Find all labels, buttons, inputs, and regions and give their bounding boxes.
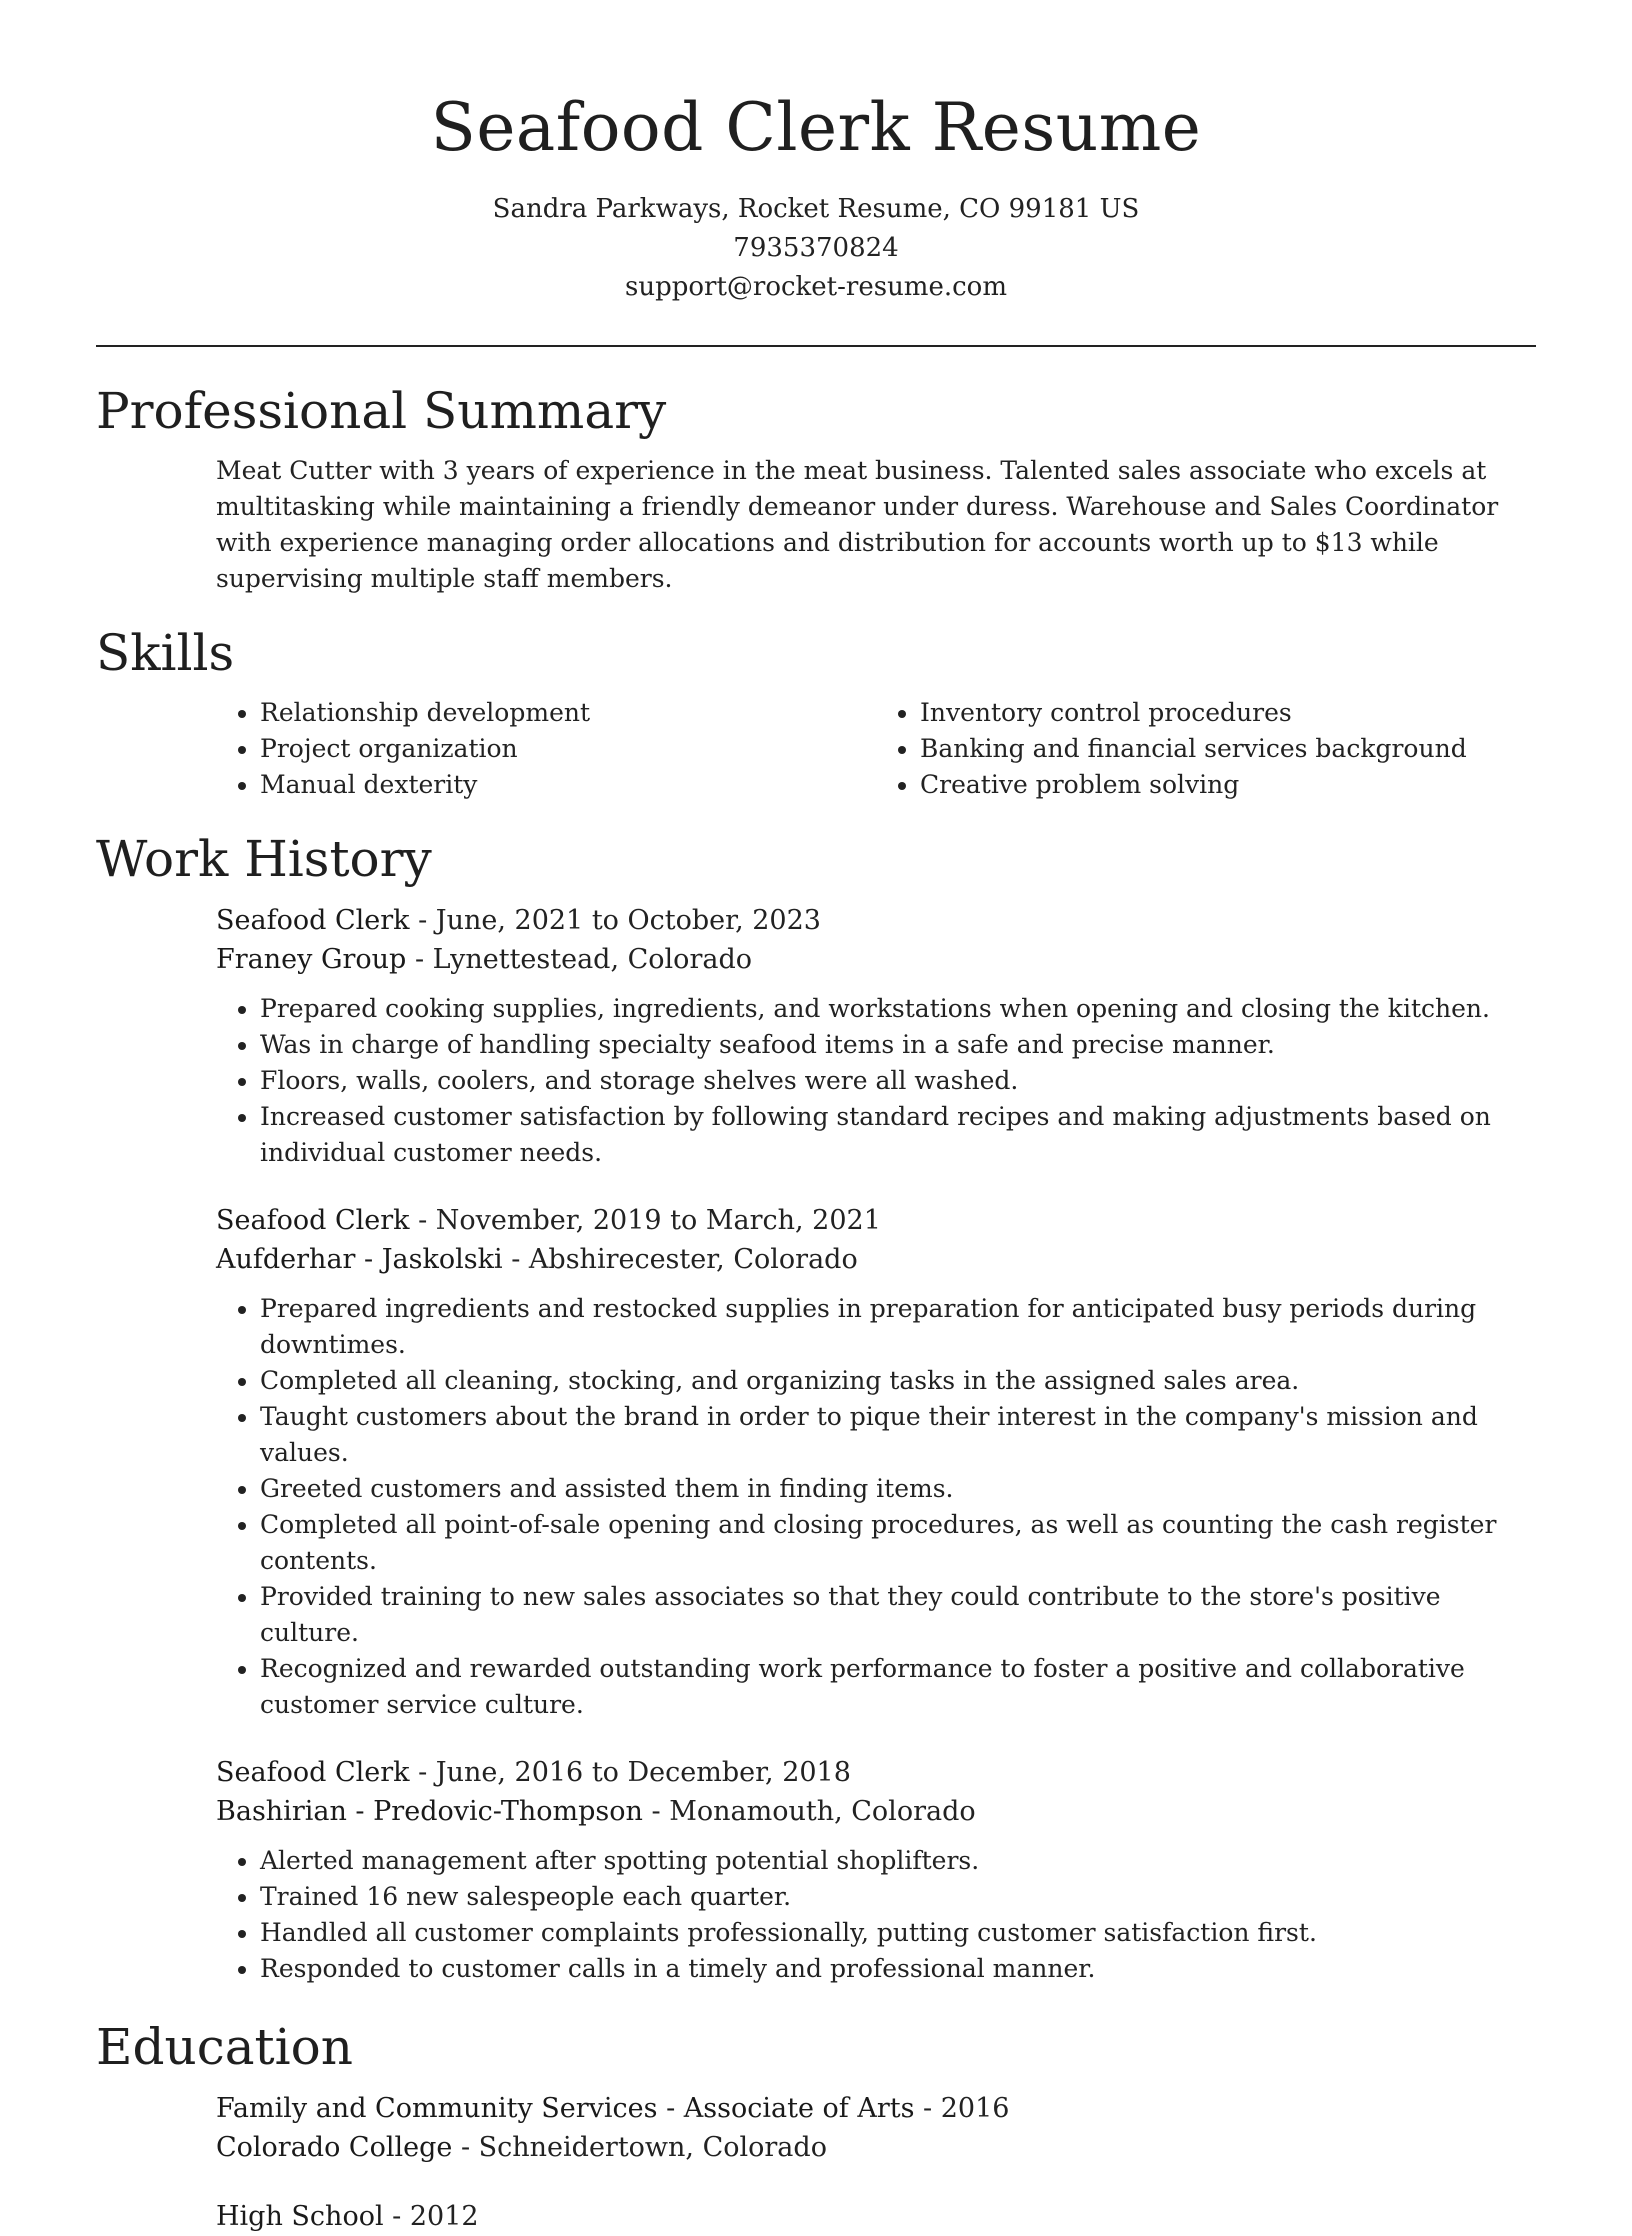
job-bullet: • Increased customer satisfaction by following standard recipes and making adjustments based on individual customer needs. [260,1099,1536,1171]
job-bullet: • Completed all point-of-sale opening and closing procedures, as well as counting the cash register contents. [260,1507,1536,1579]
job-bullet: • Handled all customer complaints professionally, putting customer satisfaction first. [260,1915,1536,1951]
job-entry [216,901,1536,1171]
contact-address: Sandra Parkways, Rocket Resume, CO 99181 US [492,194,1140,224]
education-location: - Schneidertown, Colorado [452,2132,827,2163]
job-title-line [216,901,1536,940]
job-company: Bashirian - Predovic-Thompson [216,1796,643,1827]
skill-item: • Manual dexterity [260,767,876,803]
job-entry [216,1753,1536,1987]
job-entry [216,1201,1536,1723]
job-bullet: • Prepared cooking supplies, ingredients, and workstations when opening and closing the kitchen. [260,991,1536,1027]
skill-item: • Relationship development [260,695,876,731]
education-degree: High School [216,2201,384,2232]
skill-item: • Project organization [260,731,876,767]
summary-section [96,381,1536,597]
job-bullet: • Taught customers about the brand in order to pique their interest in the company's mission and values. [260,1399,1536,1471]
job-title: Seafood Clerk [216,1205,410,1236]
job-company: Franey Group [216,944,407,975]
job-bullet: • Provided training to new sales associates so that they could contribute to the store's positive culture. [260,1579,1536,1651]
skills-left-list [216,695,876,803]
job-bullet: • Was in charge of handling specialty seafood items in a safe and precise manner. [260,1027,1536,1063]
education-entry [216,2197,1536,2236]
education-degree: Family and Community Services - Associate of Arts [216,2093,915,2124]
job-company-line [216,940,1536,979]
skills-right-list [876,695,1536,803]
job-title: Seafood Clerk [216,1757,410,1788]
job-location: - Lynettestead, Colorado [406,944,752,975]
summary-heading: Professional Summary [96,382,667,440]
summary-text: Meat Cutter with 3 years of experience in the meat business. Talented sales associate who excels at multitasking while maintaining a friendly demeanor under duress. Warehouse and Sales Coordinator with experience managing order allocations and distribution for accounts worth up to $13 while supervising multiple staff members. [216,456,1499,593]
job-dates: - November, 2019 to March, 2021 [409,1205,881,1236]
skill-item: • Inventory control procedures [920,695,1536,731]
job-bullet: • Prepared ingredients and restocked supplies in preparation for anticipated busy periods during downtimes. [260,1291,1536,1363]
job-bullet: • Trained 16 new salespeople each quarter. [260,1879,1536,1915]
job-title-line [216,1201,1536,1240]
skill-item: • Creative problem solving [920,767,1536,803]
education-section [96,2017,1536,2236]
education-school: Colorado College [216,2132,453,2163]
contact-block [0,190,1632,307]
job-location: - Monamouth, Colorado [642,1796,976,1827]
job-company-line [216,1792,1536,1831]
work-section [96,829,1536,1987]
education-entry [216,2089,1536,2167]
contact-phone: 7935370824 [733,233,899,263]
work-body [216,901,1536,1987]
job-company-line [216,1240,1536,1279]
resume-header [0,0,1632,307]
job-bullet: • Responded to customer calls in a timely and professional manner. [260,1951,1536,1987]
job-bullet: • Floors, walls, coolers, and storage shelves were all washed. [260,1063,1536,1099]
job-company: Aufderhar - Jaskolski [216,1244,503,1275]
job-bullets [216,1843,1536,1987]
job-dates: - June, 2021 to October, 2023 [409,905,821,936]
education-body [216,2089,1536,2236]
resume-title: Seafood Clerk Resume [430,89,1202,166]
skill-item: • Banking and financial services background [920,731,1536,767]
job-bullet: • Completed all cleaning, stocking, and organizing tasks in the assigned sales area. [260,1363,1536,1399]
contact-email: support@rocket-resume.com [624,272,1007,302]
job-bullet: • Alerted management after spotting potential shoplifters. [260,1843,1536,1879]
job-bullet: • Greeted customers and assisted them in finding items. [260,1471,1536,1507]
skills-columns [216,695,1536,803]
job-bullet: • Recognized and rewarded outstanding work performance to foster a positive and collaborative customer service culture. [260,1651,1536,1723]
job-bullets [216,991,1536,1171]
work-heading: Work History [96,830,432,888]
education-year: - 2012 [383,2201,479,2232]
job-location: - Abshirecester, Colorado [502,1244,858,1275]
education-heading: Education [96,2018,353,2076]
education-degree-line [216,2089,1536,2128]
job-bullets [216,1291,1536,1723]
header-divider [96,345,1536,347]
summary-body [216,453,1536,597]
job-dates: - June, 2016 to December, 2018 [409,1757,851,1788]
job-title-line [216,1753,1536,1792]
skills-section [96,623,1536,803]
education-year: - 2016 [914,2093,1010,2124]
education-school-line [216,2128,1536,2167]
job-title: Seafood Clerk [216,905,410,936]
skills-heading: Skills [96,624,235,682]
education-degree-line [216,2197,1536,2236]
